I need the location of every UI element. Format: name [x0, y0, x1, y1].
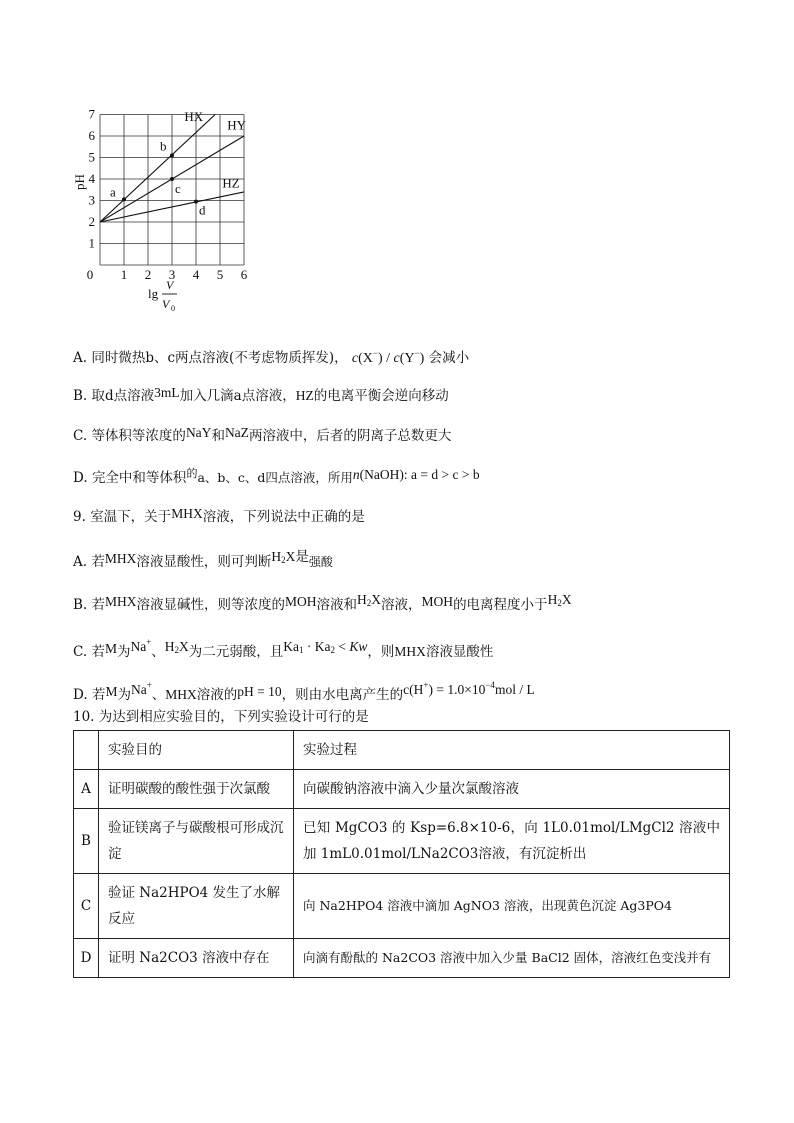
series-label-hx: HX — [184, 108, 204, 124]
row-label: B — [74, 809, 99, 874]
volume-value: 3mL — [154, 385, 180, 400]
row-goal: 验证 Na2HPO4 发生了水解反应 — [99, 874, 294, 939]
option-label: C. — [73, 428, 88, 444]
option-label: C. — [73, 644, 88, 660]
point-label-d: d — [199, 202, 206, 218]
row-goal: 证明碳酸的酸性强于次氯酸 — [99, 770, 294, 809]
row-process: 向碳酸钠溶液中滴入少量次氯酸溶液 — [294, 770, 730, 809]
table-row — [74, 770, 730, 809]
q9-option-c: C. 若M为Na+、$H_2X$为二元弱酸，且$Ka_1 \cdot Ka_2 < Kw$，则MHX溶液显酸性 — [73, 637, 494, 660]
y-tick-label: 7 — [88, 106, 95, 122]
point-label-b: b — [160, 138, 167, 154]
y-tick-label: 2 — [88, 214, 95, 229]
naoh-ratio-formula: n(NaOH): a = d > c > b — [352, 467, 480, 482]
table-row — [74, 809, 730, 874]
option-label: B. — [73, 597, 88, 613]
table-row — [74, 874, 730, 939]
option-text-end: 会减小 — [428, 350, 470, 366]
series-label-hz: HZ — [222, 175, 240, 191]
point-c — [170, 177, 174, 181]
y-axis-label: pH — [72, 174, 87, 190]
q9-option-d: D. 若M为Na+、MHX溶液的pH = 10，则由水电离产生的$c(H^+) = 1.0\times 10^{-4}mol / L$ — [73, 680, 535, 703]
y-tick-label: 4 — [88, 171, 95, 186]
x-axis-label-prefix: lg — [148, 286, 159, 301]
row-goal: 验证镁离子与碳酸根可形成沉淀 — [99, 809, 294, 874]
x-axis-label-numerator: V — [166, 278, 174, 292]
x-tick-label: 4 — [192, 267, 200, 282]
x-axis-label-denominator-sub: 0 — [171, 304, 175, 313]
option-label: A. — [73, 350, 88, 366]
x-tick-label: 1 — [120, 267, 128, 282]
table-header-process: 实验过程 — [294, 731, 730, 770]
experiment-table — [73, 730, 730, 978]
row-process: 已知 MgCO3 的 Ksp=6.8×10-6，向 1L0.01mol/LMgCl2 溶液中加 1mL0.01mol/LNa2CO3溶液，有沉淀析出 — [294, 809, 730, 874]
point-label-c: c — [175, 181, 181, 196]
y-tick-label: 6 — [88, 128, 95, 143]
q9-stem: 9. 室温下，关于MHX溶液，下列说法中正确的是 — [73, 506, 365, 525]
x-tick-label: 0 — [86, 267, 94, 282]
concentration-ratio-formula: c(X−) / c(Y−) — [351, 348, 425, 366]
y-tick-label: 3 — [88, 192, 95, 208]
point-b — [170, 153, 174, 157]
q9-option-b: B. 若MHX溶液显碱性，则等浓度的MOH溶液和$H_2X$溶液，MOH的电离程度小于$H_2X$ — [73, 592, 572, 613]
row-process: 向滴有酚酞的 Na2CO3 溶液中加入少量 BaCl2 固体，溶液红色变浅并有 — [294, 939, 730, 978]
x-tick-label: 6 — [240, 267, 248, 282]
salt-naz: NaZ — [224, 425, 249, 440]
x-tick-label: 3 — [168, 267, 176, 282]
row-goal: 证明 Na2CO3 溶液中存在 — [99, 939, 294, 978]
q9-option-a: A. 若MHX溶液显酸性，则可判断$H_2X$是强酸 — [73, 549, 333, 570]
option-label: D. — [73, 687, 88, 703]
h-ion-concentration-formula: $c(H^+) = 1.0\times 10^{-4}mol / L$ — [403, 680, 535, 697]
series-line-hx — [100, 115, 215, 223]
acid-hz: HZ — [295, 388, 314, 403]
ph-value: pH = 10 — [237, 684, 282, 699]
ph-dilution-chart — [70, 98, 270, 318]
q10-stem: 10. 为达到相应实验目的，下列实验设计可行的是 — [73, 709, 369, 725]
row-label: A — [74, 770, 99, 809]
option-text: 同时微热b、c两点溶液(不考虑物质挥发)， — [91, 350, 348, 366]
table-row — [74, 939, 730, 978]
row-label: D — [74, 939, 99, 978]
option-label: A. — [73, 554, 88, 570]
y-tick-label: 1 — [88, 235, 95, 251]
point-label-a: a — [110, 184, 116, 200]
point-a — [122, 197, 126, 201]
row-process: 向 Na2HPO4 溶液中滴加 AgNO3 溶液，出现黄色沉淀 Ag3PO4 — [294, 874, 730, 939]
q8-option-c: C. 等体积等浓度的NaY和NaZ两溶液中，后者的阴离子总数更大 — [73, 425, 452, 444]
x-axis-label-denominator: V — [162, 297, 170, 311]
table-header-blank — [74, 731, 99, 770]
series-label-hy: HY — [227, 117, 246, 133]
acid-h2x: $H_2X$ — [271, 549, 296, 565]
x-tick-label: 5 — [216, 267, 224, 282]
table-header-row — [74, 731, 730, 770]
q8-option-a — [73, 343, 469, 369]
q8-option-b: B. 取d点溶液3mL加入几滴a点溶液，HZ的电离平衡会逆向移动 — [73, 385, 449, 404]
option-label: B. — [73, 388, 88, 404]
option-label: D. — [73, 470, 88, 486]
point-d — [194, 200, 198, 204]
x-tick-label: 2 — [144, 267, 152, 282]
y-tick-label: 5 — [88, 149, 95, 165]
table-header-goal: 实验目的 — [99, 731, 294, 770]
row-label: C — [74, 874, 99, 939]
salt-nay: NaY — [185, 425, 212, 440]
ka-product-formula: $Ka_1 \cdot Ka_2 < Kw$ — [283, 639, 368, 655]
q8-option-d: D. 完全中和等体积$^的$a、b、c、d四点溶液，所用n(NaOH): a = d > c > b — [73, 467, 480, 486]
